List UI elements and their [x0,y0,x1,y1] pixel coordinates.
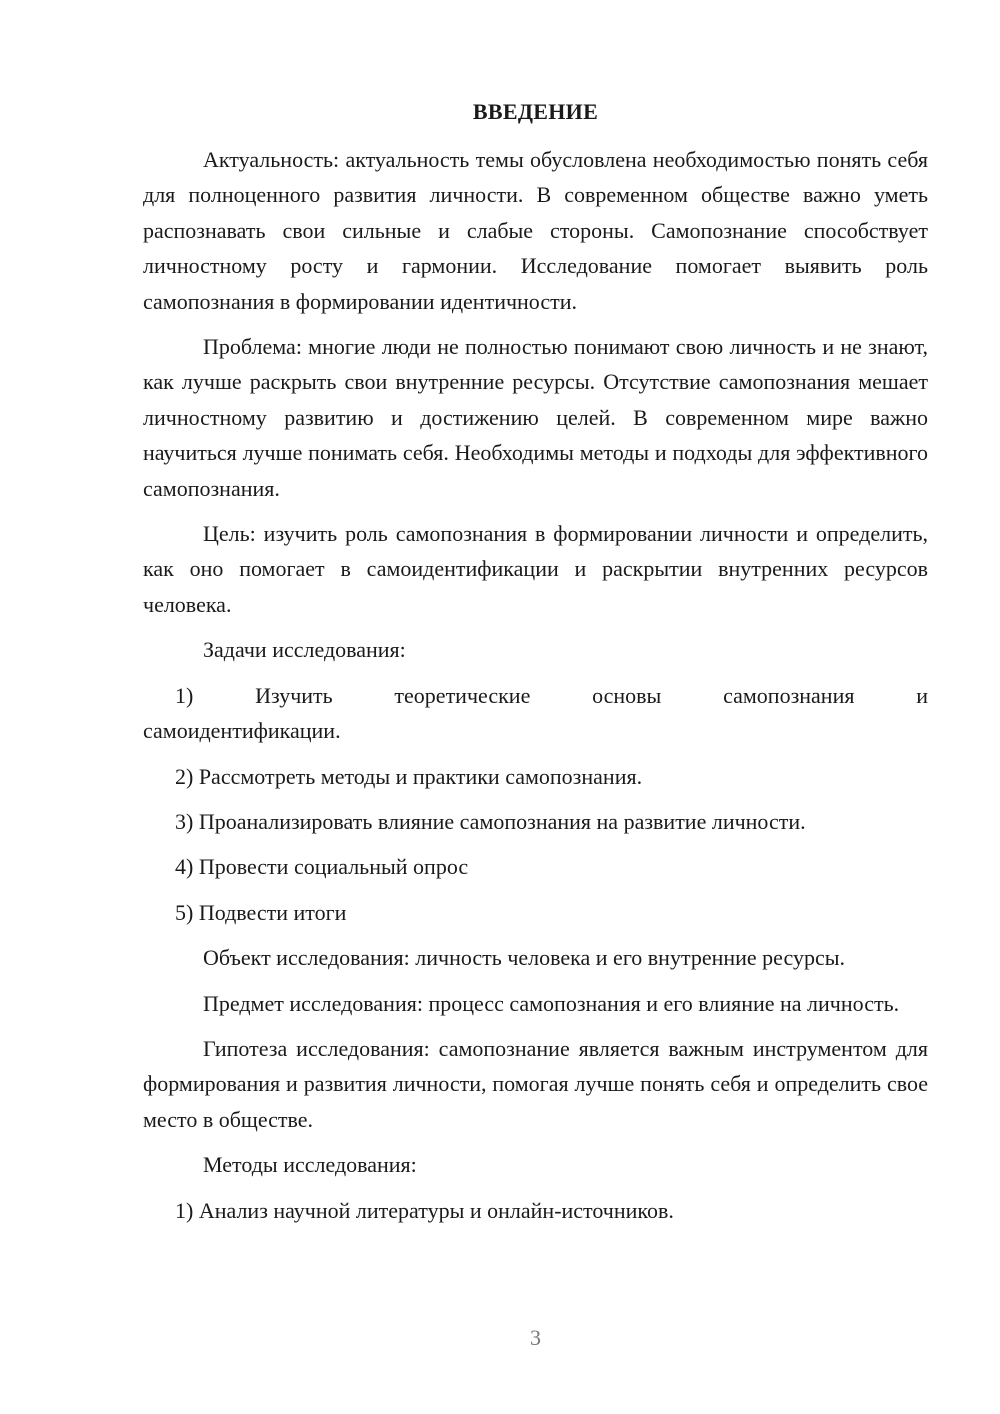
goal-paragraph: Цель: изучить роль самопознания в формировании личности и определить, как оно помогает в самоидентификации и раскрытии внутренних ресурсов человека. [143,521,928,617]
subject-paragraph: Предмет исследования: процесс самопознания и его влияние на личность. [203,990,900,1016]
task-item-5: 5) Подвести итоги [175,899,347,925]
object-paragraph: Объект исследования: личность человека и его внутренние ресурсы. [203,945,846,971]
document-body [143,142,928,1238]
task-item-1-line-2: самоидентификации. [143,718,341,744]
section-title: ВВЕДЕНИЕ [472,99,599,124]
task-item-1-line-1: 1) Изучить теоретические основы самопознания и [175,682,928,708]
methods-heading: Методы исследования: [203,1152,417,1178]
task-item-3: 3) Проанализировать влияние самопознания на развитие личности. [175,808,806,834]
relevance-paragraph: Актуальность: актуальность темы обусловлена необходимостью понять себя для полноценного развития личности. В современном обществе важно уметь распознавать свои сильные и слабые стороны. Самопознание способствует личностному росту и гармонии. Исследование помогает выявить роль самопознания в формировании идентичности. [143,147,928,314]
problem-paragraph: Проблема: многие люди не полностью понимают свою личность и не знают, как лучше раскрыть свои внутренние ресурсы. Отсутствие самопознания мешает личностному развитию и достижению целей. В современном мире важно научиться лучше понимать себя. Необходимы методы и подходы для эффективного самопознания. [143,334,928,501]
task-item-1 [143,678,928,749]
hypothesis-paragraph: Гипотеза исследования: самопознание является важным инструментом для формирования и развития личности, помогая лучше понять себя и определить свое место в обществе. [143,1035,928,1132]
tasks-heading: Задачи исследования: [203,637,406,663]
task-item-2: 2) Рассмотреть методы и практики самопознания. [175,763,643,789]
task-item-4: 4) Провести социальный опрос [175,854,469,880]
document-page [143,0,928,1414]
method-item-1: 1) Анализ научной литературы и онлайн-источников. [175,1197,674,1223]
page-number: 3 [530,1325,541,1350]
